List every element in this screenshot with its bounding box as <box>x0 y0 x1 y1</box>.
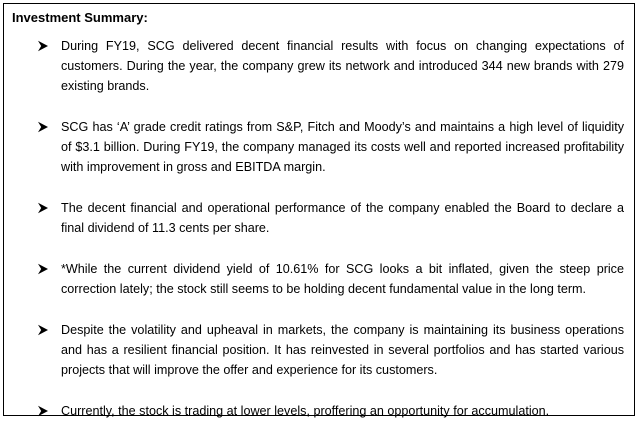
list-item <box>12 117 626 177</box>
list-item <box>12 401 626 421</box>
arrowhead-bullet-icon <box>36 320 50 340</box>
arrowhead-bullet-icon <box>36 259 50 279</box>
bullet-text: During FY19, SCG delivered decent financial results with focus on changing expectations of customers. During the year, the company grew its network and introduced 344 new brands with 279 existing brands. <box>61 39 624 93</box>
bullet-text: *While the current dividend yield of 10.61% for SCG looks a bit inflated, given the steep price correction lately; the stock still seems to be holding decent fundamental value in the long term. <box>61 262 624 296</box>
bullet-list <box>12 36 626 421</box>
bullet-text: Despite the volatility and upheaval in markets, the company is maintaining its business operations and has a resilient financial position. It has reinvested in several portfolios and has started various projects that will improve the offer and experience for its customers. <box>61 323 624 377</box>
list-item <box>12 198 626 238</box>
arrowhead-bullet-icon <box>36 36 50 56</box>
bullet-text: SCG has ‘A’ grade credit ratings from S&P, Fitch and Moody’s and maintains a high level of liquidity of $3.1 billion. During FY19, the company managed its costs well and reported increased profitability with improvement in gross and EBITDA margin. <box>61 120 624 174</box>
bullet-text: The decent financial and operational performance of the company enabled the Board to declare a final dividend of 11.3 cents per share. <box>61 201 624 235</box>
arrowhead-bullet-icon <box>36 401 50 421</box>
list-item <box>12 259 626 299</box>
list-item <box>12 36 626 96</box>
section-heading: Investment Summary: <box>12 10 148 25</box>
list-item <box>12 320 626 380</box>
bullet-text: Currently, the stock is trading at lower levels, proffering an opportunity for accumulation. <box>61 404 550 418</box>
investment-summary-box <box>3 3 635 416</box>
arrowhead-bullet-icon <box>36 117 50 137</box>
arrowhead-bullet-icon <box>36 198 50 218</box>
